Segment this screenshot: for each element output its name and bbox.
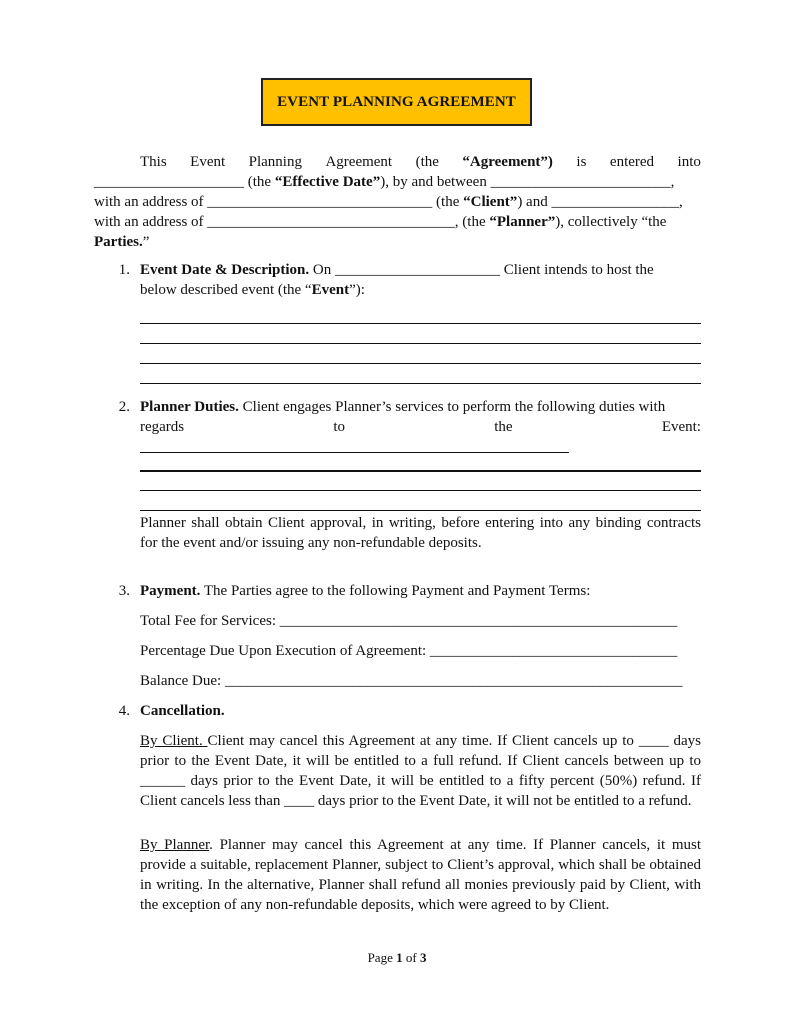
page-footer bbox=[0, 948, 794, 968]
preamble-word: Event bbox=[190, 154, 226, 170]
section-2-word: regards bbox=[140, 419, 185, 435]
balance-due-label: Balance Due: _____________________________________________________________ bbox=[140, 673, 683, 689]
effective-date-blank: ____________________ (the bbox=[94, 174, 275, 190]
percentage-due-line[interactable] bbox=[140, 641, 677, 661]
page-current: 1 bbox=[396, 950, 403, 965]
balance-due-line[interactable] bbox=[140, 671, 682, 691]
preamble-line-3 bbox=[94, 192, 701, 212]
preamble-line-4 bbox=[94, 212, 701, 232]
preamble-word: into bbox=[677, 154, 701, 170]
duties-blank-2[interactable] bbox=[140, 470, 701, 472]
preamble-line-1 bbox=[94, 152, 701, 172]
preamble-line-2 bbox=[94, 172, 701, 192]
between-blank: ), by and between ________________________, bbox=[380, 174, 675, 190]
section-2-word: Event: bbox=[661, 419, 701, 435]
total-fee-line[interactable] bbox=[140, 611, 677, 631]
planner-approval-text: Planner shall obtain Client approval, in writing, before entering into any binding contracts for the event and/or issuing any non-refundable deposits. bbox=[140, 515, 701, 551]
section-4-heading: Cancellation. bbox=[140, 703, 225, 719]
section-1-text: On ______________________ Client intends to host the bbox=[309, 262, 654, 278]
parties-quote: ” bbox=[142, 234, 150, 250]
total-fee-label: Total Fee for Services: _____________________________________________________ bbox=[140, 613, 678, 629]
by-planner-label: By Planner bbox=[140, 837, 210, 853]
preamble-word: Planning bbox=[248, 154, 302, 170]
section-3-heading: Payment. bbox=[140, 583, 201, 599]
section-1 bbox=[140, 260, 701, 300]
section-3 bbox=[140, 581, 701, 601]
section-2-text: Client engages Planner’s services to perform the following duties with bbox=[238, 399, 666, 415]
section-4 bbox=[140, 701, 701, 721]
collectively-text: ), collectively “the bbox=[555, 214, 667, 230]
preamble-word: Agreement bbox=[325, 154, 393, 170]
planner-approval-paragraph bbox=[140, 513, 701, 553]
event-term: Event bbox=[311, 282, 350, 298]
duties-blank-3[interactable] bbox=[140, 490, 701, 491]
preamble-word: This bbox=[140, 154, 167, 170]
by-planner-text: . Planner may cancel this Agreement at any time. If Planner cancels, it must provide a suitable, replacement Planner, subject to Client’s approval, which shall be obtained in writing. In the alternative, Planner shall refund all monies previously paid by Client, with the exception of any non-refundable deposits, which were agreed to by Client. bbox=[140, 837, 701, 913]
section-4-number: 4. bbox=[118, 703, 130, 719]
section-1-text: ”): bbox=[349, 282, 365, 298]
section-2-heading: Planner Duties. bbox=[140, 399, 239, 415]
page-total: 3 bbox=[419, 950, 427, 965]
preamble-word: (the bbox=[415, 154, 439, 170]
section-3-text: The Parties agree to the following Payment and Payment Terms: bbox=[200, 583, 591, 599]
preamble-word-agreement: “Agreement”) bbox=[462, 154, 553, 170]
planner-term: “Planner” bbox=[489, 214, 556, 230]
cancellation-by-client bbox=[140, 731, 701, 811]
parties-term: Parties. bbox=[94, 234, 143, 250]
client-term: “Client” bbox=[463, 194, 518, 210]
duties-blank-1[interactable] bbox=[140, 452, 569, 453]
document-title-box bbox=[261, 78, 532, 126]
percentage-due-label: Percentage Due Upon Execution of Agreement: _________________________________ bbox=[140, 643, 678, 659]
event-description-blank-1[interactable] bbox=[140, 323, 701, 324]
effective-date-term: “Effective Date” bbox=[274, 174, 381, 190]
page-of-label: of bbox=[402, 950, 420, 965]
section-1-line-1 bbox=[140, 260, 701, 280]
preamble-line-5 bbox=[94, 232, 701, 252]
duties-blank-4[interactable] bbox=[140, 510, 701, 511]
section-2 bbox=[140, 397, 701, 437]
section-2-line-1 bbox=[140, 397, 701, 417]
preamble-word: entered bbox=[609, 154, 655, 170]
event-description-blank-3[interactable] bbox=[140, 363, 701, 364]
section-3-number: 3. bbox=[118, 583, 130, 599]
by-client-text: Client may cancel this Agreement at any time. If Client cancels up to ____ days prior to the Event Date, it will be entitled to a full refund. If Client cancels between up to ______ days prior to the Event Date, it will be entitled to a fifty percent (50%) refund. If Client cancels less than ____ days prior to the Event Date, it will not be entitled to a refund. bbox=[140, 733, 701, 809]
page-label: Page bbox=[367, 950, 397, 965]
section-1-line-2 bbox=[140, 280, 701, 300]
by-client-label: By Client. bbox=[140, 733, 208, 749]
section-2-number: 2. bbox=[118, 399, 130, 415]
cancellation-by-planner bbox=[140, 835, 701, 915]
planner-name-blank: ) and _________________, bbox=[517, 194, 683, 210]
section-1-text: below described event (the “ bbox=[140, 282, 312, 298]
section-1-number: 1. bbox=[118, 262, 130, 278]
planner-address-blank: with an address of _________________________________, (the bbox=[94, 214, 490, 230]
preamble-word: is bbox=[576, 154, 587, 170]
section-2-word: the bbox=[494, 419, 513, 435]
event-description-blank-4[interactable] bbox=[140, 383, 701, 384]
preamble bbox=[94, 152, 701, 252]
event-description-blank-2[interactable] bbox=[140, 343, 701, 344]
client-address-blank: with an address of ______________________________ (the bbox=[94, 194, 464, 210]
section-2-line-2 bbox=[140, 417, 701, 437]
document-title: EVENT PLANNING AGREEMENT bbox=[277, 94, 516, 110]
section-1-heading: Event Date & Description. bbox=[140, 262, 310, 278]
section-2-word: to bbox=[333, 419, 346, 435]
